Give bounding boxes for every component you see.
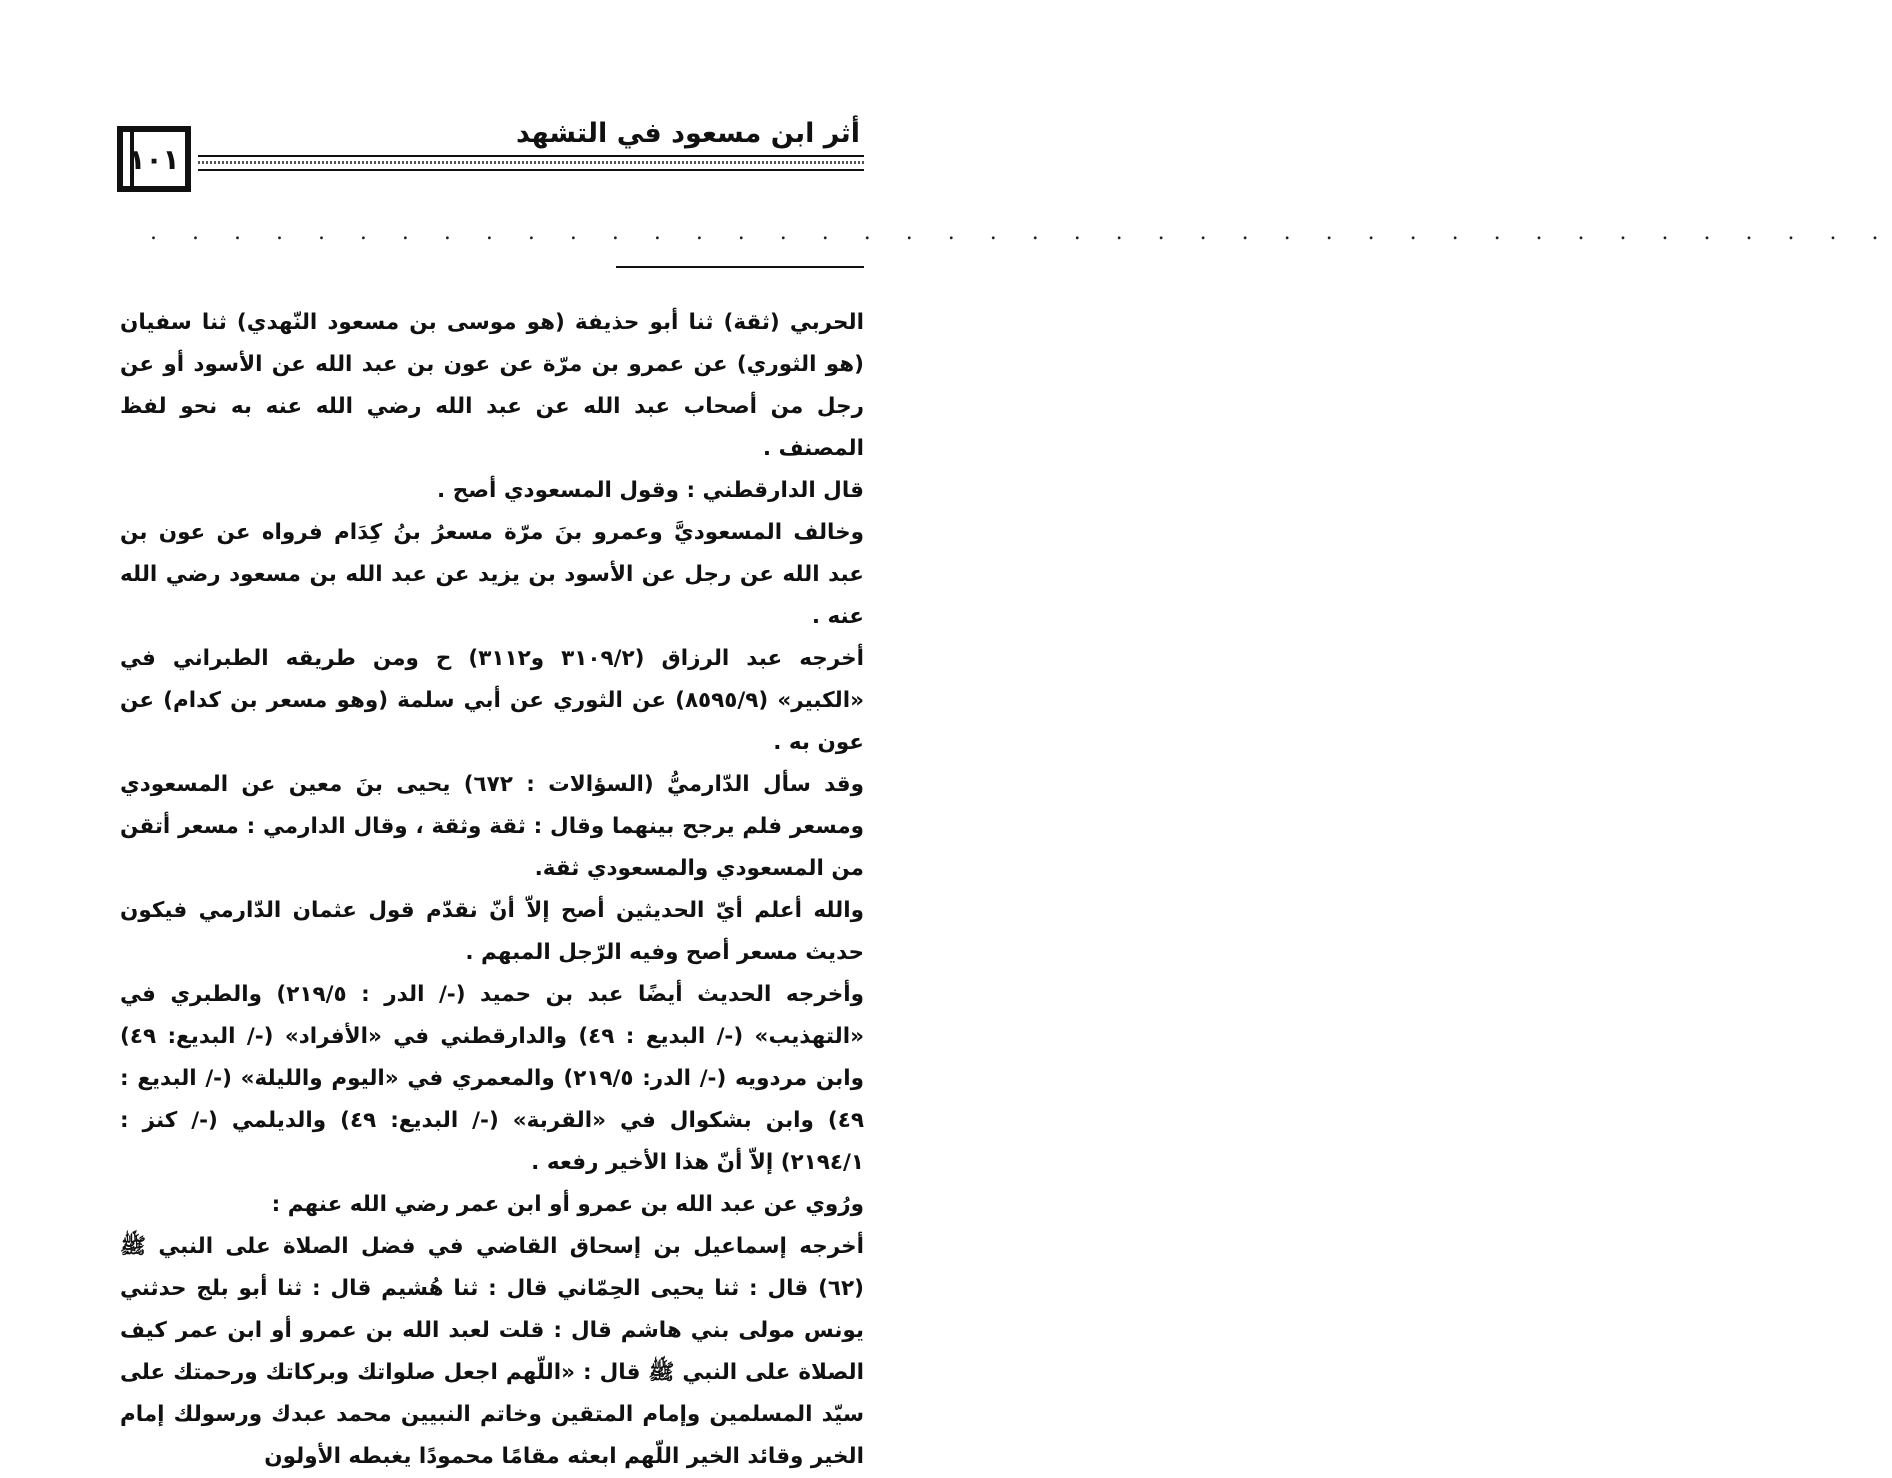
footnote-rule — [616, 266, 864, 268]
header-rule — [198, 155, 864, 171]
page-number-box — [117, 126, 191, 192]
page-number: ١٠١ — [128, 142, 180, 176]
paragraph: والله أعلم أيّ الحديثين أصح إلاّ أنّ نقدّم قول عثمان الدّارمي فيكون حديث مسعر أصح وفيه الرّجل المبهم . — [120, 898, 864, 965]
dotted-separator: . . . . . . . . . . . . . . . . . . . . . . . . . . . . . . . . . . . . . . . . . . — [150, 220, 1892, 245]
paragraph: قال الدارقطني : وقول المسعودي أصح . — [437, 478, 864, 503]
paragraph: أخرجه إسماعيل بن إسحاق القاضي في فضل الصلاة على النبي ﷺ (٦٢) قال : ثنا يحيى الحِمّاني قال : ثنا هُشيم قال : ثنا أبو بلج حدثني يونس مولى بني هاشم قال : قلت لعبد الله بن عمرو أو ابن عمر كيف الصلاة على النبي ﷺ قال : «اللّهم اجعل صلواتك وبركاتك ورحمتك على سيّد المسلمين وإمام المتقين وخاتم النبيين محمد عبدك ورسولك إمام الخير وقائد الخير اللّهم ابعثه مقامًا محمودًا يغبطه الأولون — [120, 1234, 864, 1469]
paragraph: أخرجه عبد الرزاق (٣١٠٩/٢ و٣١١٢) ح ومن طريقه الطبراني في «الكبير» (٨٥٩٥/٩) عن الثوري عن أبي سلمة (وهو مسعر بن كدام) عن عون به . — [120, 646, 864, 755]
paragraph: ورُوي عن عبد الله بن عمرو أو ابن عمر رضي الله عنهم : — [271, 1192, 864, 1217]
paragraph: وخالف المسعوديَّ وعمرو بنَ مرّة مسعرُ بنُ كِدَام فرواه عن عون بن عبد الله عن رجل عن الأسود بن يزيد عن عبد الله بن مسعود رضي الله عنه . — [120, 520, 864, 629]
paragraph: الحربي (ثقة) ثنا أبو حذيفة (هو موسى بن مسعود النّهدي) ثنا سفيان (هو الثوري) عن عمرو بن مرّة عن عون بن عبد الله عن الأسود أو عن رجل من أصحاب عبد الله عن عبد الله رضي الله عنه به نحو لفظ المصنف . — [120, 310, 864, 461]
paragraph: وأخرجه الحديث أيضًا عبد بن حميد (-/ الدر : ٢١٩/٥) والطبري في «التهذيب» (-/ البديع : ٤٩) والدارقطني في «الأفراد» (-/ البديع: ٤٩) وابن مردويه (-/ الدر: ٢١٩/٥) والمعمري في «اليوم والليلة» (-/ البديع : ٤٩) وابن بشكوال في «القربة» (-/ البديع: ٤٩) والديلمي (-/ كنز : ٢١٩٤/١) إلاّ أنّ هذا الأخير رفعه . — [120, 982, 864, 1175]
body-text — [120, 302, 864, 1478]
paragraph: وقد سأل الدّارميُّ (السؤالات : ٦٧٢) يحيى بنَ معين عن المسعودي ومسعر فلم يرجح بينهما وقال : ثقة وثقة ، وقال الدارمي : مسعر أتقن من المسعودي والمسعودي ثقة. — [120, 772, 864, 881]
page-title: أثر ابن مسعود في التشهد — [516, 118, 860, 149]
